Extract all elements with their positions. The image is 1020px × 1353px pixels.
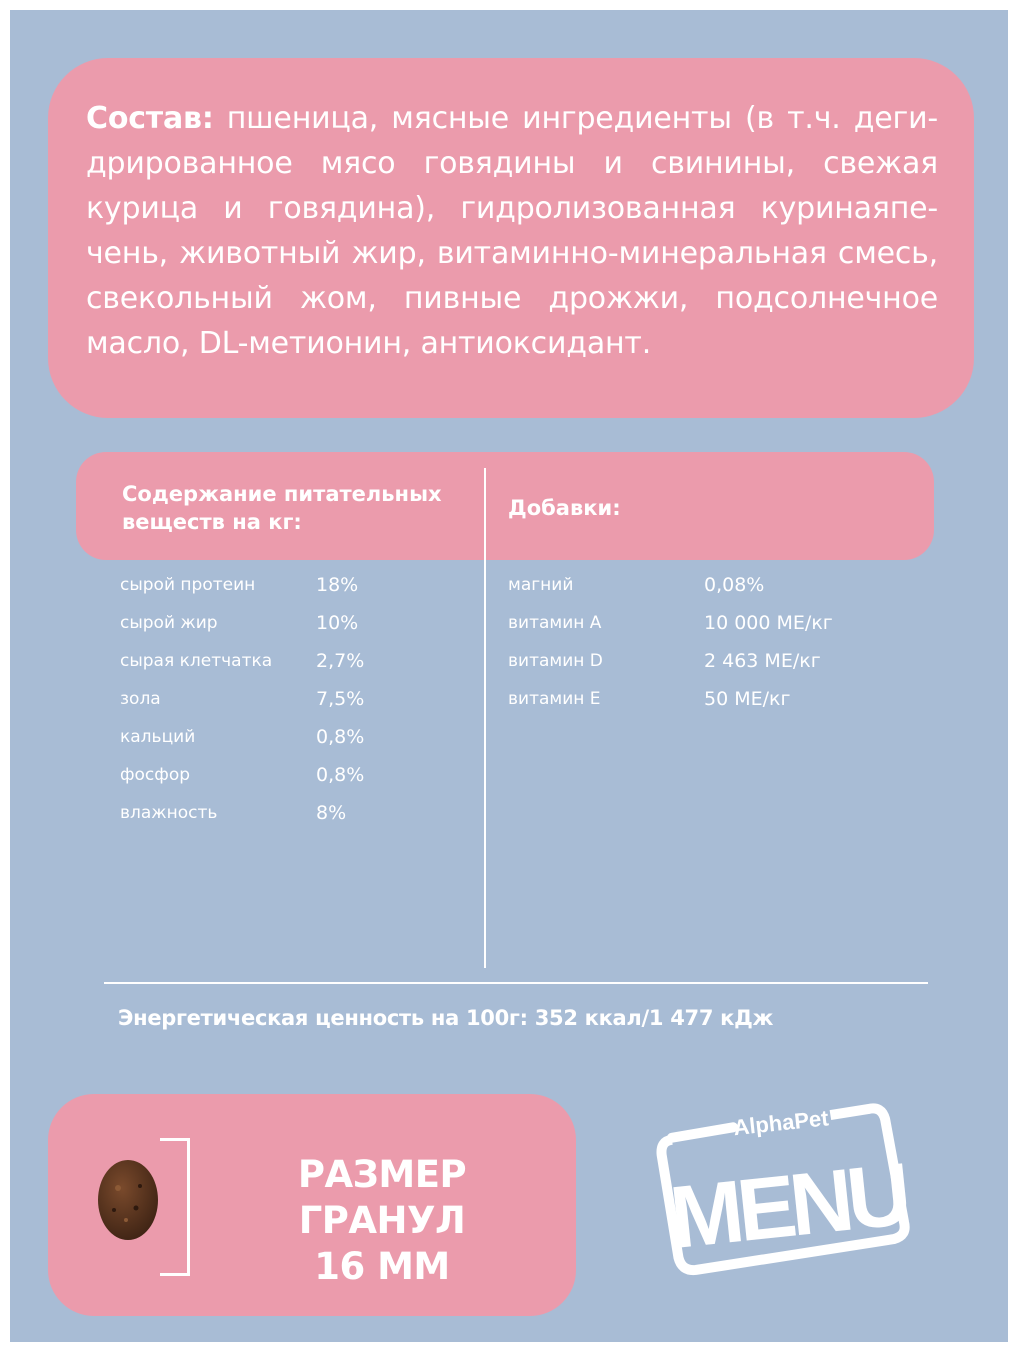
logo-brand: AlphaPet: [732, 1105, 830, 1141]
nutrient-value: 10%: [316, 612, 359, 634]
granule-size-line1: РАЗМЕР ГРАНУЛ: [297, 1153, 467, 1242]
granule-size-line2: 16 ММ: [314, 1245, 450, 1288]
additive-name: витамин D: [508, 651, 603, 671]
logo-name: MENU: [665, 1144, 910, 1268]
column-divider: [484, 468, 486, 968]
additives-header: Добавки:: [508, 496, 621, 520]
additive-name: магний: [508, 575, 574, 595]
additive-name: витамин А: [508, 613, 602, 633]
nutrient-row: [120, 756, 480, 794]
nutrient-row: [120, 604, 480, 642]
nutrient-name: зола: [120, 689, 161, 709]
nutrient-row: [120, 566, 480, 604]
nutrient-name: кальций: [120, 727, 196, 747]
nutrient-value: 7,5%: [316, 688, 365, 710]
additive-value: 0,08%: [704, 574, 765, 596]
kibble-icon: [96, 1158, 160, 1242]
nutrient-value: 0,8%: [316, 764, 365, 786]
nutrient-value: 18%: [316, 574, 359, 596]
additive-name: витамин Е: [508, 689, 601, 709]
nutrients-list: [120, 566, 480, 832]
nutrient-name: фосфор: [120, 765, 191, 785]
granule-size-title: [212, 1152, 552, 1290]
composition-panel: [48, 58, 974, 418]
additive-value: 2 463 МЕ/кг: [704, 650, 821, 672]
nutrient-row: [120, 642, 480, 680]
nutrient-name: сырой жир: [120, 613, 218, 633]
composition-ingredients: пшеница, мясные ингредиенты (в т.ч. деги-дрированное мясо говядины и свинины, свежая курица и говядина), гидролизованная куринаяпе-чень, животный жир, витаминно-минеральная смесь, свекольный жом, пивные дрожжи, подсолнечное масло, DL-метионин, антиоксидант.: [86, 101, 938, 361]
composition-text: [86, 96, 938, 366]
nutrient-value: 2,7%: [316, 650, 365, 672]
nutrient-value: 8%: [316, 802, 347, 824]
nutrient-row: [120, 680, 480, 718]
size-bracket: [160, 1138, 190, 1276]
additive-row: [508, 642, 928, 680]
table-bottom-divider: [104, 982, 928, 984]
additive-value: 10 000 МЕ/кг: [704, 612, 833, 634]
additive-row: [508, 566, 928, 604]
energy-value: Энергетическая ценность на 100г: 352 ккал/1 477 кДж: [118, 1006, 774, 1030]
additive-value: 50 МЕ/кг: [704, 688, 791, 710]
additives-list: [508, 566, 928, 718]
nutrients-header: Содержание питательных веществ на кг:: [122, 482, 442, 534]
nutrient-name: влажность: [120, 803, 218, 823]
additive-row: [508, 680, 928, 718]
nutrient-name: сырая клетчатка: [120, 651, 273, 671]
nutrient-name: сырой протеин: [120, 575, 256, 595]
additive-row: [508, 604, 928, 642]
table-header: [76, 452, 934, 560]
nutrient-row: [120, 794, 480, 832]
nutrient-value: 0,8%: [316, 726, 365, 748]
alphapet-menu-logo: [648, 1090, 926, 1290]
nutrient-row: [120, 718, 480, 756]
composition-label: Состав:: [86, 101, 214, 136]
